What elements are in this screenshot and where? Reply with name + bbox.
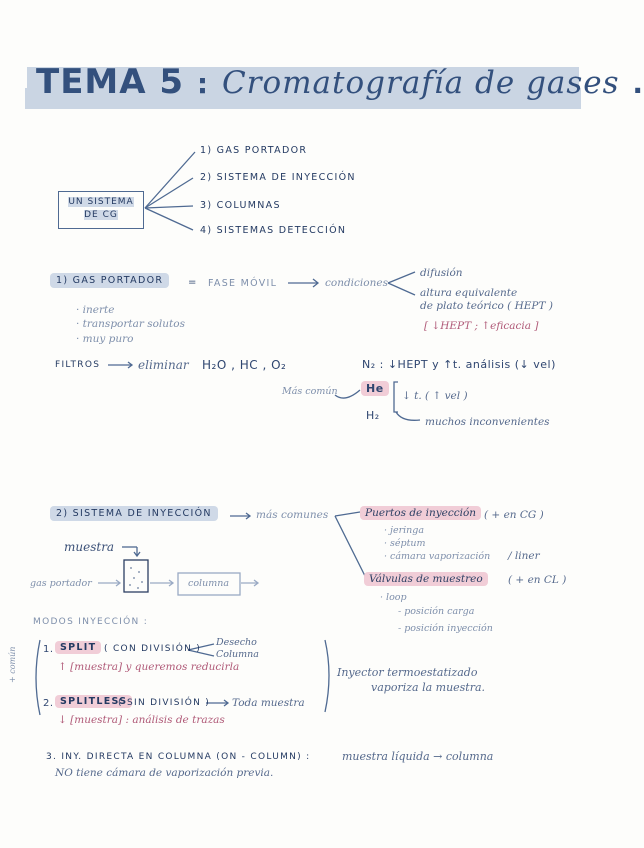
desecho-label: Desecho: [216, 637, 257, 648]
puerto-jeringa: · jeringa: [384, 525, 425, 536]
valvula-carga: - posición carga: [398, 606, 475, 617]
injector-line1: Inyector termoestatizado: [337, 666, 478, 679]
valvula-loop: · loop: [380, 592, 407, 603]
splitless-label: SPLITLESS: [55, 695, 132, 708]
mas-comun: Más común: [282, 386, 338, 397]
puerto-camara: · cámara vaporización: [384, 551, 491, 562]
h2-label: H₂: [366, 409, 380, 422]
toda-muestra: Toda muestra: [232, 697, 305, 709]
intro-box-text: UN SISTEMA DE CG: [68, 197, 134, 220]
iny-heading: 2) SISTEMA DE INYECCIÓN: [50, 506, 218, 521]
prop-puro: · muy puro: [76, 333, 134, 345]
intro-item-gas: 1) GAS PORTADOR: [200, 145, 308, 156]
title-part2: Cromatografía de gases: [221, 65, 620, 101]
altura-line2: de plato teórico ( HEPT ): [420, 300, 553, 312]
prop-inerte: · inerte: [76, 304, 115, 316]
split-label: SPLIT: [55, 641, 101, 654]
title-part1: TEMA 5: [36, 62, 185, 102]
hept-eficacia-note: [ ↓HEPT ; ↑eficacia ]: [424, 320, 539, 332]
columna-box-label: columna: [188, 578, 229, 589]
injector-line2: vaporiza la muestra.: [371, 681, 486, 694]
puertos-note: ( + en CG ): [484, 509, 544, 521]
valvulas-note: ( + en CL ): [508, 574, 567, 586]
muestra-label: muestra: [64, 540, 115, 554]
puertos-inyeccion: Puertos de inyección: [360, 506, 481, 520]
prop-transportar: · transportar solutos: [76, 318, 185, 330]
valvulas-muestreo: Válvulas de muestreo: [364, 572, 488, 586]
puerto-septum: · séptum: [384, 538, 426, 549]
n2-note: N₂ : ↓HEPT y ↑t. análisis (↓ vel): [362, 358, 556, 371]
gas-equals: =: [188, 277, 197, 288]
directa-line2: NO tiene cámara de vaporización previa.: [55, 767, 274, 779]
he-label: He: [361, 381, 389, 396]
mas-comun-side: + común: [8, 646, 17, 683]
gas-portador-label: gas portador: [30, 578, 92, 589]
inconvenientes: muchos inconvenientes: [425, 416, 550, 428]
title-colon: :: [196, 67, 210, 100]
splitless-note: ↓ [muestra] : análisis de trazas: [58, 714, 225, 726]
split-number: 1.: [43, 644, 54, 655]
filtros: FILTROS: [55, 360, 101, 370]
intro-item-columnas: 3) COLUMNAS: [200, 200, 281, 211]
condiciones: condiciones: [325, 277, 388, 289]
valvula-inyeccion: - posición inyección: [398, 623, 493, 634]
gas-heading: 1) GAS PORTADOR: [50, 273, 169, 288]
page-title: [36, 62, 644, 102]
split-desc: ( CON DIVISIÓN ): [104, 644, 202, 654]
compounds: H₂O , HC , O₂: [202, 358, 287, 372]
intro-item-inyeccion: 2) SISTEMA DE INYECCIÓN: [200, 172, 356, 183]
split-note: ↑ [muestra] y queremos reducirla: [58, 661, 240, 673]
difusion: difusión: [420, 267, 463, 279]
title-dot: .: [632, 67, 644, 100]
columna-split-label: Columna: [216, 649, 259, 660]
intro-item-deteccion: 4) SISTEMAS DETECCIÓN: [200, 225, 347, 236]
he-note: ↓ t. ( ↑ vel ): [402, 390, 468, 402]
modos-heading: MODOS INYECCIÓN :: [33, 617, 149, 627]
fase-movil: FASE MÓVIL: [208, 278, 278, 289]
eliminar: eliminar: [138, 358, 189, 372]
altura-line1: altura equivalente: [420, 287, 518, 299]
directa-right: muestra líquida → columna: [342, 750, 494, 763]
splitless-desc: ( SIN DIVISIÓN ): [118, 698, 211, 708]
intro-box-label: [63, 196, 139, 222]
mas-comunes: más comunes: [256, 509, 329, 521]
puerto-liner: / liner: [508, 550, 540, 562]
directa-line1: 3. INY. DIRECTA EN COLUMNA (ON - COLUMN) :: [46, 752, 311, 762]
splitless-number: 2.: [43, 698, 54, 709]
